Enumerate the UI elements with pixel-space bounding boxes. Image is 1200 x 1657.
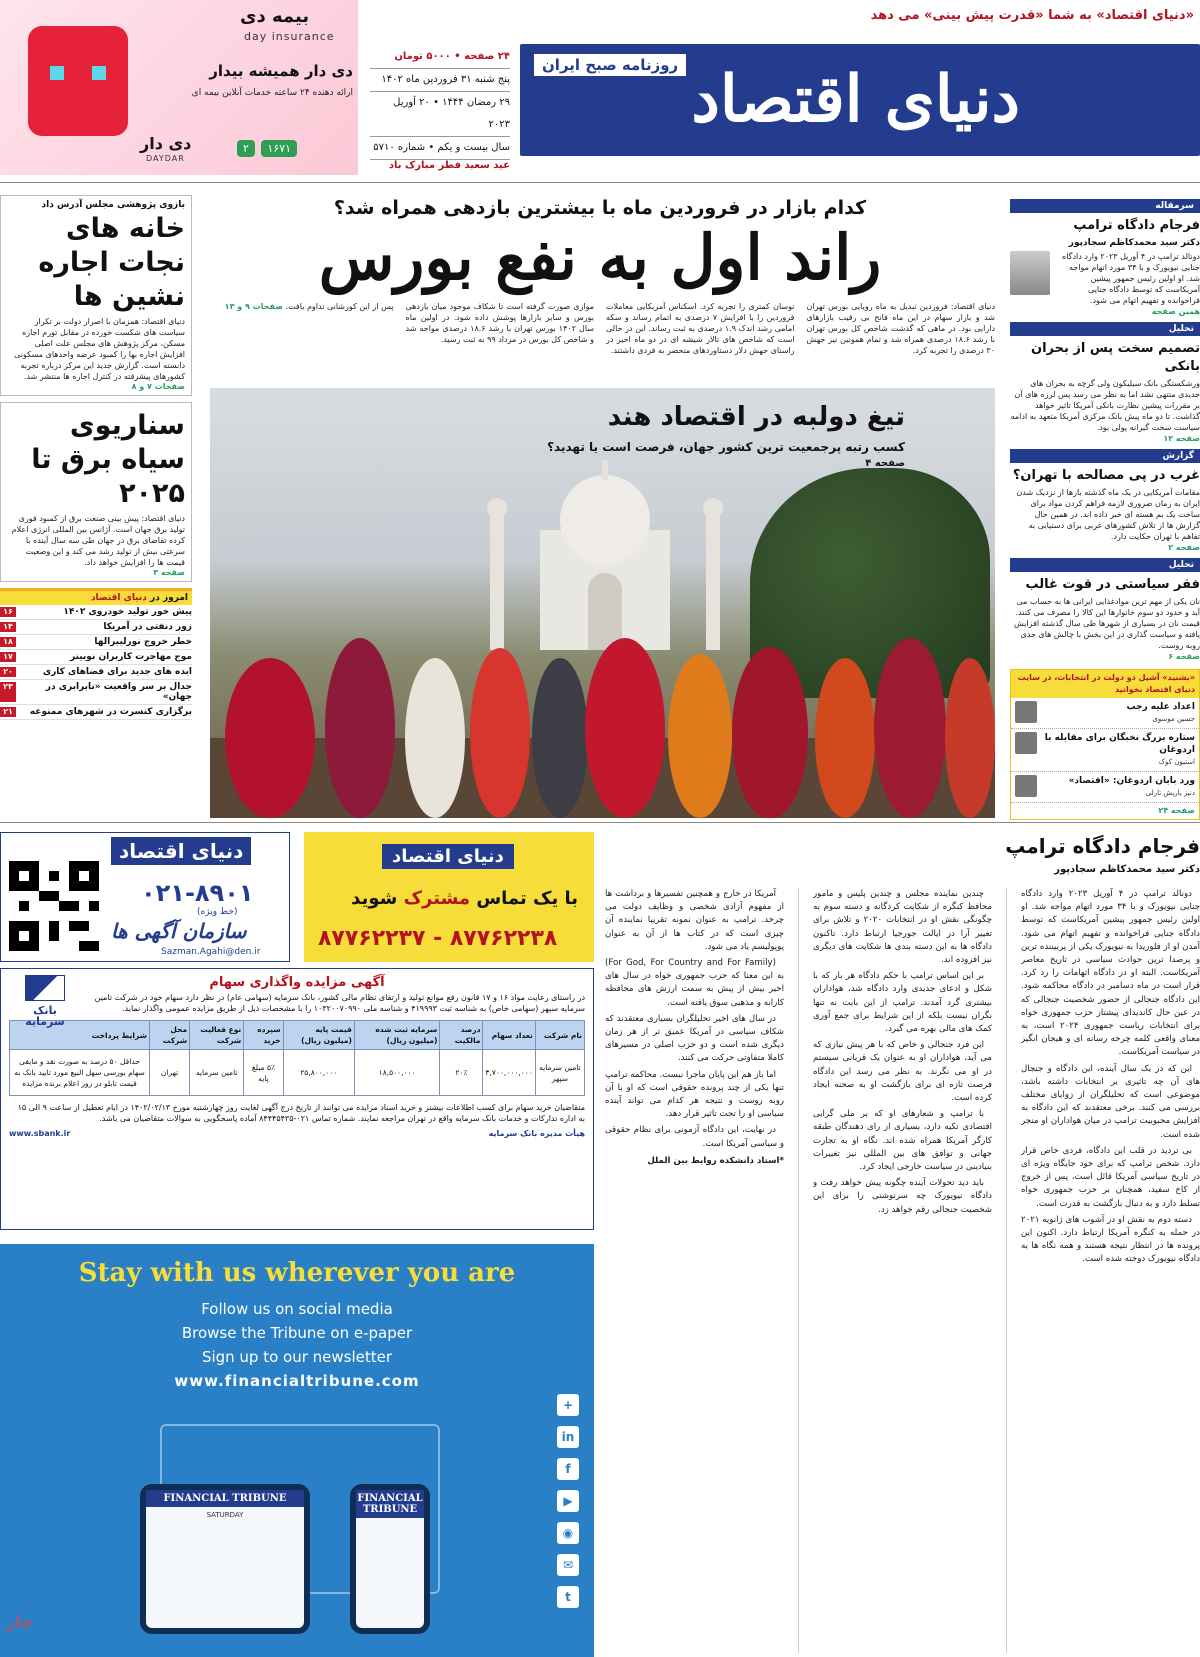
tribune-ad[interactable]: [0, 1244, 594, 1657]
twitter-icon[interactable]: t: [557, 1586, 579, 1608]
lead-story: [205, 195, 995, 356]
related-author: حسین موسوی: [1152, 715, 1195, 723]
editorial-body: دونالد ترامپ در ۴ آوریل ۲۰۲۳ وارد دادگاه جنایی نیویورک و با ۳۴ مورد اتهام مواجه شد. او اولین رئیس جمهور پیشین آمریکاست که توسط دادگاه جنایی فراخوانده و تفهیم اتهام می شود.: [1062, 252, 1200, 305]
today-item-page: ۱۴: [0, 622, 16, 632]
article-column: [605, 888, 784, 1653]
photo-subline: کسب رتبه پرجمعیت ترین کشور جهان، فرصت است یا تهدید؟: [547, 440, 905, 454]
lead-col-tail: پس از این کورشانی تداوم یافت.: [285, 302, 394, 311]
day-ad-phone-numbers: [234, 140, 297, 157]
today-item-title: برگزاری کنسرت در شهرهای ممنوعه: [29, 707, 192, 717]
agahi-email[interactable]: Sazman.Agahi@den.ir: [161, 947, 261, 957]
report-page-ref[interactable]: صفحه ۲: [1168, 543, 1200, 552]
housing-kicker: بازوی پژوهشی مجلس آدرس داد: [41, 200, 185, 210]
phone-icon: [350, 1484, 430, 1634]
day-brand: بیمه دی: [240, 6, 310, 27]
lead-col: موازی صورت گرفته است تا شکاف موجود میان بازدهی بورس و سایر بازارها پوشش داده شود. در اولین ماه سال ۱۴۰۲ بورس تهران با رشد ۱۸.۶ درصدی مواجه شد و شاخص کل بورس در مرداد ۹۹ به ثبت رسید.: [405, 302, 595, 344]
housing-headline[interactable]: خانه های نجات اجاره نشین ها: [38, 213, 185, 312]
table-header: نام شرکت: [535, 1021, 584, 1050]
facebook-icon[interactable]: f: [557, 1458, 579, 1480]
tagline: «دنیای اقتصاد» به شما «قدرت پیش بینی» می دهد: [870, 8, 1194, 23]
tablet-title: FINANCIAL TRIBUNE: [146, 1490, 304, 1507]
day-ad-number: ۱۶۷۱: [261, 140, 297, 157]
article-paragraph: این که در یک سال آینده، این دادگاه و جنجال های آن چه تاثیری بر انتخابات داشته باشد، موضوعی است که تحلیلگران از زوایای مختلف بررسی می کنند. برخی معتقدند که این دادگاه به افزایش محبوبیت ترامپ در میان هواداران او منجر شده است.: [1021, 1063, 1200, 1140]
left-column: [0, 195, 192, 817]
sub-text-before: با یک تماس: [476, 888, 578, 909]
related-page-ref[interactable]: صفحه ۲۴: [1158, 806, 1195, 815]
today-item[interactable]: [0, 605, 192, 620]
today-item[interactable]: [0, 680, 192, 705]
tribune-line: Browse the Tribune on e-paper: [181, 1324, 413, 1342]
today-item-title: خطر خروج نورلیبرالها: [94, 637, 192, 647]
table-header: سرمایه ثبت شده (میلیون ریال): [354, 1021, 439, 1050]
avatar: [1015, 775, 1037, 797]
lead-col: [205, 301, 394, 356]
related-title: ورد بابان اردوغان: «اقتصاد»: [1068, 776, 1195, 786]
tablet-icon: [140, 1484, 310, 1634]
power-headline[interactable]: سناریوی سیاه برق تا ۲۰۲۵: [31, 410, 185, 509]
table-header-row: [10, 1021, 585, 1050]
article-title[interactable]: فرجام دادگاه ترامپ: [1005, 834, 1200, 858]
today-item-page: ۲۰: [0, 667, 16, 677]
tribune-url[interactable]: www.financialtribune.com: [174, 1372, 420, 1390]
today-item-page: ۱۶: [0, 607, 16, 617]
sub-phones[interactable]: ۸۷۷۶۲۲۳۷ - ۸۷۷۶۲۲۳۸: [318, 926, 558, 951]
auction-footer: متقاضیان خرید سهام برای کسب اطلاعات بیشتر و خرید اسناد مزایده می توانند از تاریخ درج آگهی لغایت روز چهارشنبه مورخ ۱۴۰۲/۰۲/۱۳ در ایام تعطیل از ساعت ۹ الی ۱۵ به اداره تدارکات و خدمات بانک سرمایه واقع در تهران مراجعه نمایند. شماره تماس ۰۲۱-۸۴۴۴۵۴۳۵ آماده پاسخگویی به سوالات متقاضیان می باشد.: [17, 1103, 585, 1123]
auction-signature-row: [9, 1128, 585, 1139]
table-cell: تهران: [150, 1050, 190, 1096]
article-column: [1021, 888, 1200, 1653]
article-paragraph: دونالد ترامپ در ۴ آوریل ۲۰۲۳ وارد دادگاه جنایی نیویورک و با ۳۴ مورد اتهام مواجه شد. او اولین رئیس جمهور پیشین آمریکاست که توسط دادگاه جنایی فراخوانده و تفهیم اتهام می شود. آمدن او از فلوریدا به نیویورک یکی از پربیننده ترین و پرصدا ترین حوادث سیاسی در تاریخ معاصر آمریکاست. البته او در دادگاه اتهامات را رد کرد. قرار است در ماه دسامبر در دادگاه محاکمه شود. این دادگاه جنجالی از حضور شخصیت جنجالی که در عین حال کاندیدای پیشتاز حزب جمهوری خواه برای انتخابات ریاست جمهوری ۲۰۲۴ است، به معنای واقعی کلمه چرخه رسانه ای و هیجان انگیز در سیاست آمریکاست.: [1021, 889, 1200, 1058]
table-cell: ۵٪ مبلغ پایه: [244, 1050, 283, 1096]
telegram-icon[interactable]: ✉: [557, 1554, 579, 1576]
table-header: سپرده خرید: [244, 1021, 283, 1050]
housing-body: دنیای اقتصاد: همزمان با اصرار دولت بر تکرار سیاست های شکست خورده در مقابل تورم اجاره مسکن، مرکز پژوهش های مجلس علت اصلی افزایش اجاره بها را کمبود عرضه واحدهای مسکونی دانسته است. گزارش جدید این مرکز درباره تجربه کشورهای پیشرفته در کنترل اجاره ها منتشر شد.: [14, 317, 185, 381]
lead-body: [205, 301, 995, 356]
editorial-page-ref[interactable]: همین صفحه: [1151, 307, 1200, 316]
logo-text: دنیای اقتصاد: [691, 62, 1020, 137]
auction-ad: [0, 968, 594, 1230]
housing-story: [0, 195, 192, 396]
today-head: [0, 591, 192, 605]
analysis-body: ورشکستگی بانک سیلیکون ولی گرچه به بحران های جدیدی منتهی نشد اما به نظر می رسد پس لرزه های آن بر مقررات پیشین نظارت بانکی آمریکا تاثیر خواهد گذاشت. تا دو ماه پیش بانک مرکزی آمریکا متعهد به ادامه سیاست سخت گیرانه پولی بود.: [1010, 379, 1200, 432]
today-item-page: ۱۸: [0, 637, 16, 647]
column-rule: [798, 888, 799, 1653]
issue-info: [370, 46, 510, 160]
today-item-page: ۲۳: [0, 682, 16, 702]
today-item[interactable]: [0, 635, 192, 650]
linkedin-icon[interactable]: in: [557, 1426, 579, 1448]
daydar-brand: دی دار: [140, 134, 192, 153]
issue-pages-price: ۲۴ صفحه • ۵۰۰۰ تومان: [370, 46, 510, 69]
tribune-line: Follow us on social media: [201, 1300, 393, 1318]
lead-page-ref[interactable]: صفحات ۹ و ۱۳: [224, 302, 283, 311]
today-item-title: موج مهاجرت کاربران نوبیتر: [69, 652, 192, 662]
table-cell: ۳,۷۰۰,۰۰۰,۰۰۰: [483, 1050, 535, 1096]
today-item-title: ابده های جدید برای فضاهای کاری: [42, 667, 192, 677]
photo-headline[interactable]: تیغ دولبه در اقتصاد هند: [607, 402, 905, 432]
related-title: اعداد علیه رجب: [1126, 702, 1195, 712]
today-head-prefix: امروز در: [150, 593, 188, 603]
lead-col: نوسان کمتری را تجربه کرد. اسکناس آمریکایی معاملات فروردین را با افزایش ۷ درصدی به اتمام رساند و سکه امامی رشد اندک ۱.۹ درصدی به ثبت رساند. این در حالی است که شاخص های تالار شیشه ای در دو ماه اخیر در راستای جهش دلار دستاوردهای منحصر به فردی داشتند.: [606, 302, 795, 355]
article-paragraph: دسته دوم به نقش او در آشوب های ژانویه ۲۰۲۱ در حمله به کنگره آمریکا ارتباط دارد. اکنون این پرونده ها در انتظار نتیجه هستند و همه نگاه ها به دادگاه نیویورک دوخته شده است.: [1021, 1214, 1200, 1265]
related-box: [1010, 669, 1200, 820]
day-ad-subline: ارائه دهنده ۲۴ ساعته خدمات آنلاین بیمه ای: [191, 88, 353, 98]
related-item[interactable]: [1011, 698, 1199, 729]
table-header: تعداد سهام: [483, 1021, 535, 1050]
article-paragraph: بر این اساس ترامپ با حکم دادگاه هر بار که با شکل و ادعای جدیدی وارد دادگاه شد، هواداران بیشتری گرد آمدند. ترامپ از این بابت نه تنها نگران نیست بلکه از این شرایط برای جمع آوری کمک های مالی بهره می گیرد.: [813, 971, 992, 1035]
today-item[interactable]: [0, 650, 192, 665]
right-sidebar: [1010, 195, 1200, 817]
article-paragraph: (For God, For Country and For Family) به این معنا که حزب جمهوری خواه در سال های اخیر بیش از پیش به سمت ارزش های محافظه کارانه و مذهبی سوق یافته است.: [605, 958, 784, 1008]
editorial-article: [605, 830, 1200, 1657]
article-paragraph: در سال های اخیر تحلیلگران بسیاری معتقدند که شکاف سیاسی در آمریکا عمیق تر از هر زمان دیگری شده است و دو حزب اصلی در مسیرهای کاملا متفاوتی حرکت می کنند.: [605, 1013, 784, 1064]
table-cell: تامین سرمایه: [190, 1050, 244, 1096]
table-cell: ۲۰٪: [440, 1050, 483, 1096]
article-paragraph: آمریکا در خارج و همچنین تفسیرها و برداشت ها از مفهوم آزادی شخصی و وظایف دولت می چرخد. ترامپ به عنوان نمونه تقریبا نماینده آن چیزی است که در کتاب ها از آن به عنوان پوپولیسم یاد می شود.: [605, 889, 784, 952]
instagram-icon[interactable]: ◉: [557, 1522, 579, 1544]
article-columns: [605, 888, 1200, 1653]
lead-headline[interactable]: راند اول به نفع بورس: [318, 221, 882, 294]
daydar-brand-en: DAYDAR: [146, 154, 185, 163]
table-header: درصد مالکیت: [440, 1021, 483, 1050]
bank-logo-text: بانک سرمایه: [25, 1004, 65, 1028]
table-cell: ۲۵,۸۰۰,۰۰۰: [283, 1050, 354, 1096]
photo-page-ref[interactable]: صفحه ۴: [865, 458, 905, 469]
report-body: مقامات آمریکایی در یک ماه گذشته بارها از نزدیک شدن ایران به زمان ضروری لازمه فراهم کردن مواد برای ساخت یک بم هسته ای خبر داده اند. در همین حال گزارش ها از تلاش کشورهای غربی برای دستیابی به تفاهم با تهران حکایت دارد.: [1016, 488, 1200, 541]
plus-icon[interactable]: +: [557, 1394, 579, 1416]
social-icons: [555, 1394, 579, 1618]
power-body: دنیای اقتصاد: پیش بینی صنعت برق از کمبود فوری تولید برق جهان است. آژانس بین المللی انرژی اعلام کرده تقاضای برق در جهان طی سه سال آینده با سرعتی بیش از تولید رشد می کند و این وضعیت قیمت ها را افزایش خواهد داد.: [11, 514, 185, 567]
agahi-title: سازمان آگهی ها: [111, 919, 247, 943]
phone-title: FINANCIAL TRIBUNE: [356, 1490, 424, 1518]
analysis2-body: نان یکی از مهم ترین موادغذایی ایرانی ها به حساب می آید و حدود دو سوم خانوارها این کالا را مصرف می کنند. قیمت نان در بسیاری از شهرها طی سال گذشته افزایش یافته و سیاست گذاری در این بخش با چالش های جدی روبه روست.: [1014, 597, 1200, 650]
agahi-phone-note: (خط ویژه): [197, 907, 238, 917]
tribune-line: Sign up to our newsletter: [201, 1348, 393, 1366]
table-header: محل شرکت: [150, 1021, 190, 1050]
editorial-label: سرمقاله: [1010, 199, 1200, 213]
auction-intro: در راستای رعایت مواد ۱۶ و ۱۷ قانون رفع موانع تولید و ارتقای نظام مالی کشور، بانک سرمایه (سهامی عام) در نظر دارد سهام خود در شرکت تامین سرمایه سپهر (سهامی خاص) به شناسه ثبت ۴۱۹۹۹۳ و شناسه ملی ۱۰۳۲۰۰۷۰۹۹۰ را با مشخصات ذیل از طریق مزایده عمومی واگذار نماید.: [94, 993, 585, 1013]
lead-col: دنیای اقتصاد: فروردین تبدیل به ماه رویایی بورس تهران شد و بازار سهام در این ماه فاتح بی رقیب بازارهای دارایی بود. در ماهی که گذشت شاخص کل بورس تهران با رشد ۱۸.۶ درصدی همراه شد و تمام همونین نیز جهش ۳۰ درصدی را تجربه کرد.: [806, 302, 996, 355]
robot-mascot-icon: [28, 26, 128, 136]
power-page-ref[interactable]: صفحه ۳: [153, 568, 185, 577]
table-header: قیمت پایه (میلیون ریال): [283, 1021, 354, 1050]
sub-text: [351, 888, 578, 909]
related-author: دنیز یاریش تارلی: [1145, 789, 1195, 797]
logo-subtitle: روزنامه صبح ایران: [534, 54, 686, 76]
today-item[interactable]: [0, 620, 192, 635]
day-brand-en: day insurance: [244, 30, 335, 43]
editorial-author: دکتر سید محمدکاظم سجادپور: [1068, 238, 1200, 248]
power-story: [0, 402, 192, 582]
analysis-label: تحلیل: [1010, 322, 1200, 336]
table-header: نوع فعالیت شرکت: [190, 1021, 244, 1050]
related-author: استیون کوک: [1158, 758, 1195, 766]
housing-page-ref[interactable]: صفحات ۷ و ۸: [131, 382, 185, 391]
today-item-page: ۱۷: [0, 652, 16, 662]
analysis2-page-ref[interactable]: صفحه ۶: [1168, 652, 1200, 661]
newspaper-logo[interactable]: [520, 44, 1200, 156]
issue-date: پنج شنبه ۳۱ فروردین ماه ۱۴۰۲: [370, 69, 510, 92]
issue-date-hijri: ۲۹ رمضان ۱۴۴۴ • ۲۰ آوریل ۲۰۲۳: [370, 92, 510, 137]
today-head-brand: دنیای اقتصاد: [90, 593, 147, 603]
article-paragraph: باید دید تحولات آینده چگونه پیش خواهد رفت و دادگاه نیویورک چه سرنوشتی را برای این شخصیت جنجالی رقم خواهد زد.: [813, 1178, 992, 1215]
table-header: شرایط پرداخت: [10, 1021, 150, 1050]
article-author: دکتر سید محمدکاظم سجادپور: [1054, 864, 1200, 875]
article-paragraph: در نهایت، این دادگاه آزمونی برای نظام حقوقی و سیاسی آمریکا است.: [605, 1125, 784, 1149]
analysis2-label: تحلیل: [1010, 558, 1200, 572]
table-cell: تامین سرمایه سپهر: [535, 1050, 584, 1096]
day-ad-headline: دی دار همیشه بیدار: [209, 62, 353, 80]
table-cell: ۱۸,۵۰۰,۰۰۰: [354, 1050, 439, 1096]
today-item-title: جدال بر سر واقعیت «نابرابری در جهان»: [45, 682, 192, 702]
auction-table: [9, 1020, 585, 1096]
auction-title: آگهی مزایده واگذاری سهام: [209, 975, 385, 990]
auction-signature: هیأت مدیره بانک سرمایه: [488, 1129, 585, 1138]
sub-text-after: شوید: [351, 888, 398, 909]
lead-kicker: کدام بازار در فروردین ماه با بیشترین بازدهی همراه شد؟: [333, 197, 867, 219]
tribune-headline: Stay with us wherever you are: [78, 1258, 516, 1288]
day-insurance-ad[interactable]: [0, 0, 358, 175]
analysis-title[interactable]: تصمیم سخت پس از بحران بانکی: [1030, 341, 1200, 374]
article-paragraph: این فرد جنجالی و خاص که با هر پیش نیازی که می آید، هواداران او به عنوان یک قربانی سیستم در او می نگرند. به نظر می رسد این دادگاه فرصت تازه ای برای بازگشت او به صحنه ایجاد کرده است.: [813, 1040, 992, 1104]
article-paragraph: اما باز هم این پایان ماجرا نیست. محاکمه ترامپ تنها یکی از چند پرونده حقوقی است که او با آن روبه روست و نتیجه هر کدام می تواند آینده سیاسی او را تحت تاثیر قرار دهد.: [605, 1069, 784, 1120]
auction-site-link[interactable]: www.sbank.ir: [9, 1129, 71, 1138]
related-title: ستاره بزرگ نخبگان برای مقابله با اردوغان: [1044, 733, 1195, 755]
divider: [0, 182, 1200, 183]
column-rule: [1006, 888, 1007, 1653]
avatar: [1015, 701, 1037, 723]
issue-number: سال بیست و یکم • شماره ۵۷۱۰: [370, 137, 510, 160]
editorial-title[interactable]: فرجام دادگاه ترامپ: [1073, 218, 1200, 233]
eid-note: عید سعید فطر مبارک باد: [388, 160, 510, 171]
table-cell: حداقل ۵۰ درصد به صورت نقد و مابقی سهام بورسی سهل البیع مورد تایید بانک به قیمت تابلو در روز اعلام برنده مزایده: [10, 1050, 150, 1096]
youtube-icon[interactable]: ▶: [557, 1490, 579, 1512]
agahi-logo: دنیای اقتصاد: [111, 837, 251, 865]
related-item[interactable]: [1011, 772, 1199, 803]
tablet-note: SATURDAY: [206, 1511, 244, 1519]
report-title[interactable]: غرب در پی مصالحه با تهران؟: [1012, 468, 1200, 483]
subscription-ad[interactable]: [304, 832, 594, 962]
author-affiliation: *استاد دانشکده روابط بین الملل: [647, 1155, 784, 1166]
sub-logo: دنیای اقتصاد: [382, 844, 514, 869]
analysis2-title[interactable]: فقر سیاستی در قوت غالب: [1025, 577, 1200, 592]
article-paragraph: با ترامپ و شعارهای او که بر ملی گرایی اقتصادی تکیه دارد، بسیاری از رای دهندگان طبقه کارگر آمریکا همراه شده اند. نگاه او به تجارت جهانی و توافق های بین المللی نیز تغییرات بنیادینی در سیاست خارجی ایجاد کرد.: [813, 1109, 992, 1173]
article-paragraph: بی تردید در قلب این دادگاه، فردی خاص قرار دارد. شخص ترامپ که برای خود جایگاه ویژه ای در تاریخ سیاسی آمریکا قائل است، پس از خروج از کاخ سفید، همچنان بر حزب جمهوری خواه تسلط دارد و به دنبال بازگشت به قدرت است.: [1021, 1145, 1200, 1209]
agahi-phone[interactable]: ۰۲۱-۸۹۰۱: [141, 879, 254, 907]
today-item-title: زور دنفتی در آمریکا: [103, 622, 192, 632]
today-item[interactable]: [0, 665, 192, 680]
divider: [0, 822, 1200, 823]
watermark: جار: [6, 1612, 33, 1631]
table-row: [10, 1050, 585, 1096]
report-label: گزارش: [1010, 449, 1200, 463]
lead-photo[interactable]: [210, 388, 995, 818]
related-head: «بشنید» آشیل دو دولت در انتخابات، در سایت دنیای اقتصاد بخوانید: [1011, 670, 1199, 698]
analysis-page-ref[interactable]: صفحه ۱۲: [1163, 434, 1200, 443]
article-column: [813, 888, 992, 1653]
today-item-title: پیش خور تولید خودروی ۱۴۰۲: [63, 607, 192, 617]
today-in-paper: [0, 588, 192, 720]
masthead: [0, 0, 1200, 180]
sub-text-red: مشترک: [403, 888, 471, 909]
related-item[interactable]: [1011, 729, 1199, 772]
ad-department-ad[interactable]: [0, 832, 290, 962]
today-item-page: ۲۱: [0, 707, 16, 717]
qr-code-icon: [9, 861, 99, 951]
article-paragraph: چندین نماینده مجلس و چندین پلیس و مامور محافظ کنگره از شکایت کردگانه و دسته سوم به چگونگی نقش او در انتخابات ۲۰۲۰ و تلاش برای تغییر آرا در ایالت جورجیا ارتباط دارد. تاکنون دادگاه ها به این دسته بندی ها شکایت های دیگری نیز افزوده اند.: [813, 889, 992, 966]
avatar: [1015, 732, 1037, 754]
crowd-illustration: [210, 618, 995, 818]
today-item[interactable]: [0, 705, 192, 720]
author-portrait: [1010, 251, 1050, 295]
day-ad-number: ۲: [237, 140, 255, 157]
